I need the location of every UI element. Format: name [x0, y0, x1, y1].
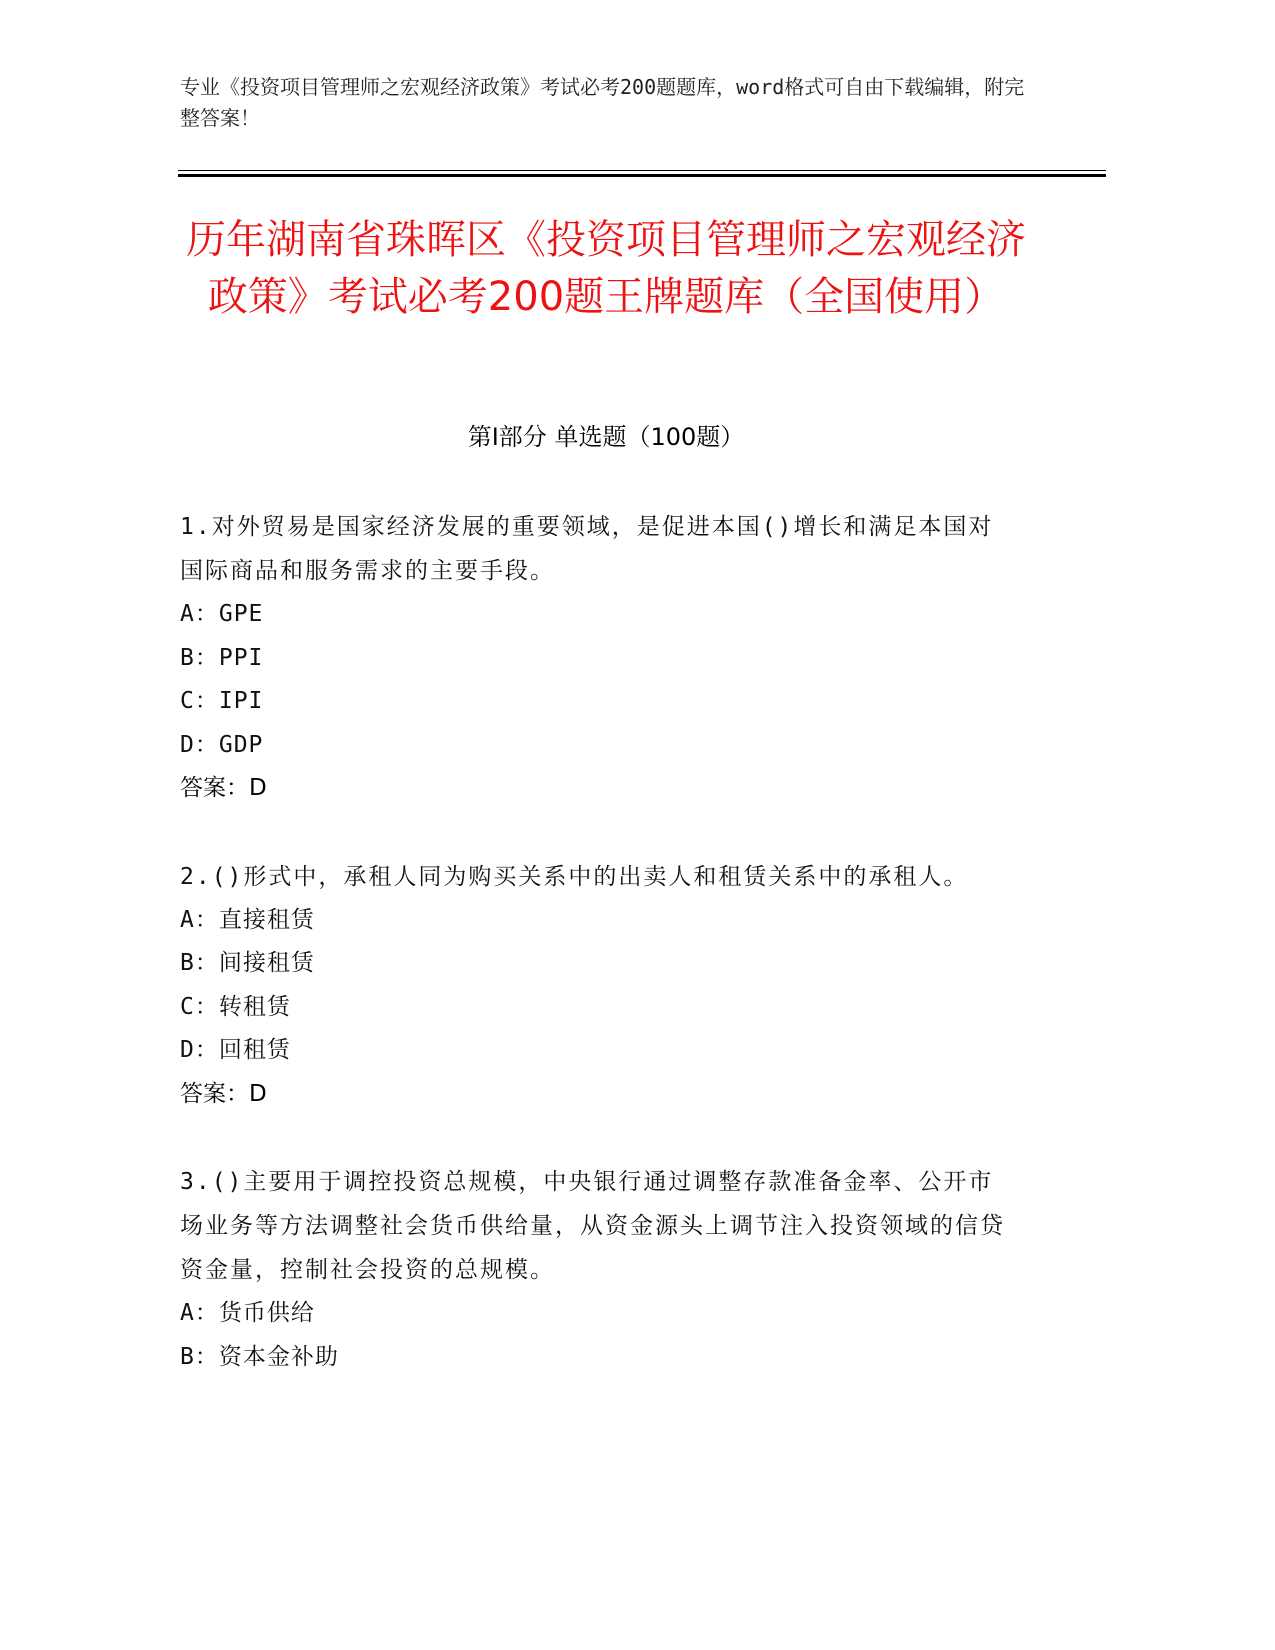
- question-list: [180, 505, 1010, 1423]
- header-divider-thick: [178, 174, 1106, 177]
- option-d: D：回租赁: [180, 1037, 291, 1063]
- question-1: [180, 505, 1010, 811]
- section-heading: 第Ⅰ部分 单选题（100题）: [467, 423, 745, 451]
- document-title: 历年湖南省珠晖区《投资项目管理师之宏观经济政策》考试必考200题王牌题库（全国使用）: [186, 217, 1026, 320]
- question-stem: 3.()主要用于调控投资总规模，中央银行通过调整存款准备金率、公开市场业务等方法调整社会货币供给量，从资金源头上调节注入投资领域的信贷资金量，控制社会投资的总规模。: [180, 1169, 1005, 1283]
- option-b: B：间接租赁: [180, 950, 315, 976]
- option-c: C：IPI: [180, 688, 264, 714]
- question-stem: 2.()形式中，承租人同为购买关系中的出卖人和租赁关系中的承租人。: [180, 863, 969, 890]
- header-divider-thin: [178, 170, 1106, 171]
- answer-label: 答案：D: [180, 775, 267, 801]
- option-a: A：货币供给: [180, 1300, 315, 1326]
- option-d: D：GDP: [180, 731, 264, 758]
- option-b: B：PPI: [180, 644, 264, 671]
- answer-label: 答案：D: [180, 1080, 267, 1107]
- option-c: C：转租赁: [180, 993, 291, 1020]
- question-2: [180, 855, 1010, 1117]
- question-stem: 1.对外贸易是国家经济发展的重要领域，是促进本国()增长和满足本国对国际商品和服务需求的主要手段。: [180, 514, 994, 584]
- option-a: A：GPE: [180, 601, 264, 627]
- option-b: B：资本金补助: [180, 1343, 339, 1370]
- header-note: 专业《投资项目管理师之宏观经济政策》考试必考200题题库，word格式可自由下载编辑，附完整答案！: [180, 75, 1025, 130]
- question-3: [180, 1160, 1010, 1379]
- option-a: A：直接租赁: [180, 906, 315, 933]
